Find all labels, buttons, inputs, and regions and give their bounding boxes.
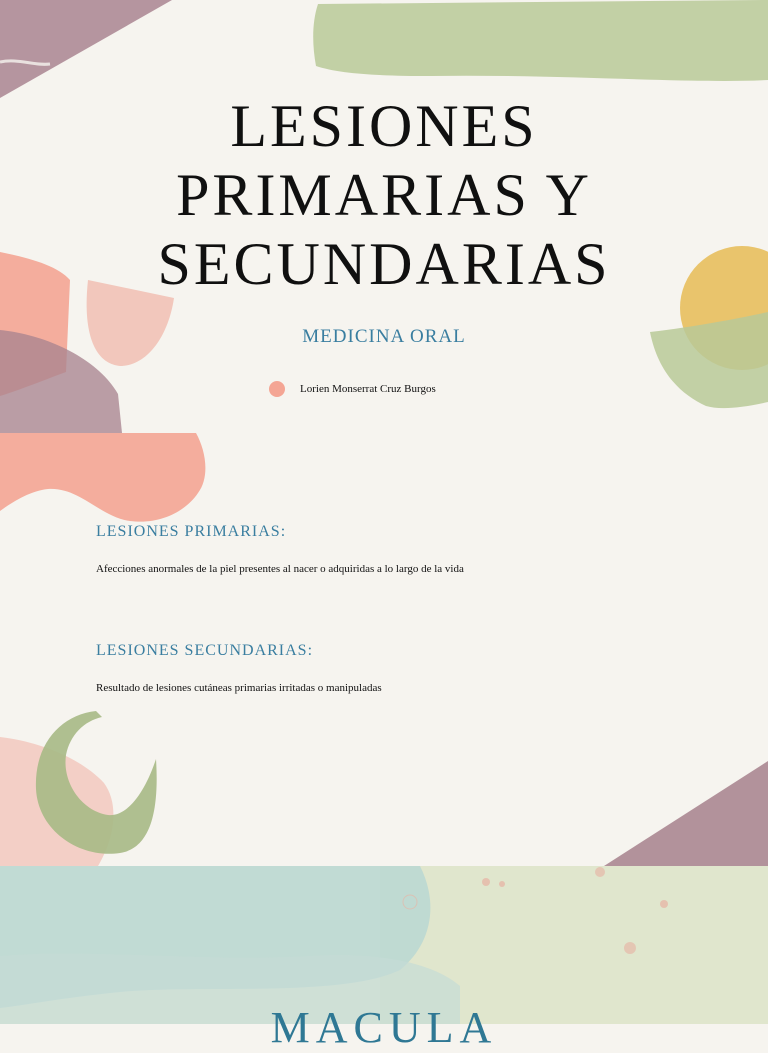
- speckle-shape: [482, 878, 490, 886]
- speckle-shape: [499, 881, 505, 887]
- speckle-shape: [595, 867, 605, 877]
- macula-slide: [0, 866, 768, 1052]
- secondary-lesions-heading: LESIONES SECUNDARIAS:: [96, 642, 314, 659]
- watercolor-decoration: [0, 866, 768, 1024]
- speckle-shape: [660, 900, 668, 908]
- slide-subtitle: MEDICINA ORAL: [302, 326, 466, 347]
- bullet-dot-icon: [269, 381, 285, 397]
- title-line-3: SECUNDARIAS: [157, 231, 611, 297]
- primary-lesions-text: Afecciones anormales de la piel presentes al nacer o adquiridas a lo largo de la vida: [96, 563, 464, 575]
- mauve-triangle-shape: [604, 761, 768, 866]
- sage-brush-stroke-shape: [313, 0, 768, 81]
- slide-title: [0, 92, 768, 299]
- author-name: Lorien Monserrat Cruz Burgos: [300, 383, 436, 395]
- title-line-1: LESIONES: [230, 93, 538, 159]
- author-row: [269, 380, 436, 398]
- mauve-triangle-shape: [0, 0, 172, 98]
- secondary-lesions-text: Resultado de lesiones cutáneas primarias irritadas o manipuladas: [96, 682, 382, 694]
- definitions-slide: [0, 433, 768, 866]
- speckle-shape: [624, 942, 636, 954]
- coral-wave-shape: [0, 433, 205, 522]
- title-line-2: PRIMARIAS Y: [176, 162, 592, 228]
- title-slide: [0, 0, 768, 433]
- slide-title: MACULA: [270, 1003, 498, 1052]
- primary-lesions-heading: LESIONES PRIMARIAS:: [96, 523, 287, 540]
